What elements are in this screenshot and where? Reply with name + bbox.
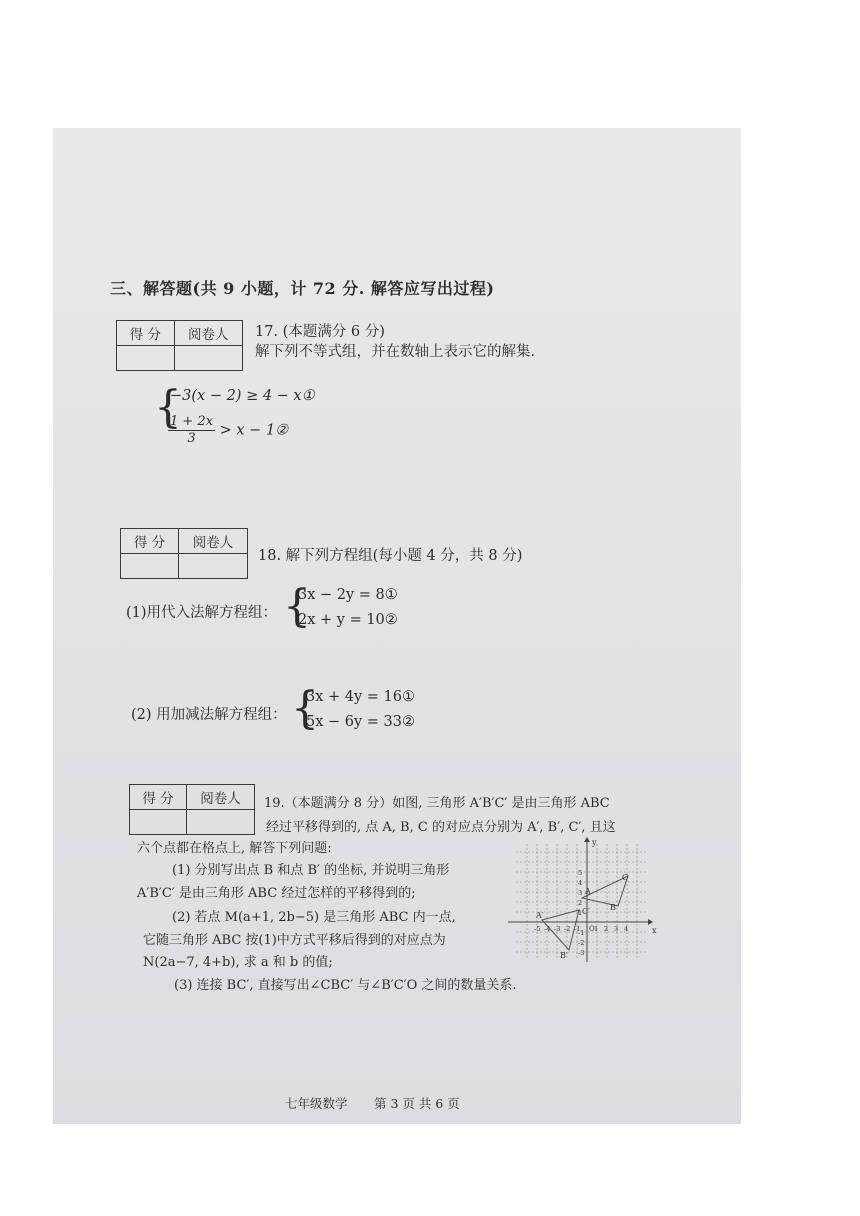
x-tick-label: -2 <box>564 925 571 933</box>
grader-cell <box>178 554 247 579</box>
q19-sub2c: N(2a−7, 4+b), 求 a 和 b 的值; <box>143 955 333 970</box>
q17-brace: { <box>154 382 182 433</box>
x-tick-label: 1 <box>594 925 599 933</box>
point-b-label: B <box>610 903 616 912</box>
point-a-label: A <box>585 887 591 896</box>
score-cell <box>130 810 187 835</box>
q18-part2-label: (2) 用加减法解方程组： <box>131 707 287 723</box>
y-axis-arrow <box>584 837 590 842</box>
coordinate-grid-figure <box>506 836 656 966</box>
grader-cell <box>174 346 242 371</box>
point-a1-label: A′ <box>536 911 544 920</box>
q19-sub3: (3) 连接 BC′, 直接写出∠CBC′ 与∠B′C′O 之间的数量关系. <box>174 978 517 993</box>
score-cell <box>121 554 179 579</box>
x-axis-label: x <box>652 926 657 935</box>
q17-ineq2-rest: > x − 1② <box>219 422 289 439</box>
y-tick-label: -1 <box>578 929 585 937</box>
x-tick-label: 4 <box>624 925 629 933</box>
q19-line3: 六个点都在格点上, 解答下列问题: <box>137 841 332 856</box>
x-tick-label: -4 <box>544 925 551 933</box>
y-tick-label: 1 <box>578 909 583 917</box>
q19-sub1a: (1) 分别写出点 B 和点 B′ 的坐标, 并说明三角形 <box>172 863 450 878</box>
footer-page-number: 第 3 页 共 6 页 <box>374 1096 460 1111</box>
q17-header: 17. (本题满分 6 分) <box>255 324 385 340</box>
q19-line2: 经过平移得到的, 点 A, B, C 的对应点分别为 A′, B′, C′, 且这 <box>266 820 616 835</box>
q19-sub2a: (2) 若点 M(a+1, 2b−5) 是三角形 ABC 内一点, <box>172 910 456 925</box>
x-tick-label: 2 <box>604 925 609 933</box>
y-tick-label: 4 <box>578 879 583 887</box>
x-tick-label: 3 <box>614 925 619 933</box>
y-tick-label: 3 <box>578 889 583 897</box>
score-label: 得 分 <box>130 785 187 810</box>
q17-text: 解下列不等式组，并在数轴上表示它的解集. <box>255 344 536 360</box>
origin-label: O <box>589 925 595 933</box>
score-table-q18 <box>120 528 248 579</box>
section-title: 三、解答题(共 9 小题，计 72 分. 解答应写出过程) <box>110 279 495 298</box>
fraction-numerator: 1 + 2x <box>170 414 214 429</box>
q19-sub1b: A′B′C′ 是由三角形 ABC 经过怎样的平移得到的; <box>137 886 416 901</box>
q19-sub2b: 它随三角形 ABC 按(1)中方式平移后得到的对应点为 <box>143 933 446 948</box>
score-cell <box>117 346 175 371</box>
q18-part1-eq2: 2x + y = 10② <box>298 612 398 628</box>
q17-fraction <box>168 414 215 447</box>
x-tick-label: -1 <box>574 925 581 933</box>
q17-ineq2 <box>168 414 288 447</box>
q18-part2-eq2: 5x − 6y = 33② <box>306 714 416 730</box>
point-c-label: C <box>622 873 629 882</box>
q18-part2-brace: { <box>291 683 319 734</box>
point-b1-label: B′ <box>560 951 568 960</box>
score-table-q19 <box>129 784 255 835</box>
grader-cell <box>187 810 255 835</box>
q18-part2-eq1: 3x + 4y = 16① <box>306 689 416 705</box>
grader-label: 阅卷人 <box>174 321 242 346</box>
q18-part1-brace: { <box>283 581 311 632</box>
y-tick-label: 2 <box>578 899 583 907</box>
x-tick-label: -5 <box>534 925 541 933</box>
footer-subject: 七年级数学 <box>285 1096 348 1111</box>
q19-line1: 19.（本题满分 8 分）如图, 三角形 A′B′C′ 是由三角形 ABC <box>264 796 610 811</box>
q18-part1-eq1: 3x − 2y = 8① <box>298 587 398 603</box>
y-axis-label: y <box>592 838 597 847</box>
point-c1-label: C′ <box>582 907 590 916</box>
score-table-q17 <box>116 320 243 371</box>
grader-label: 阅卷人 <box>178 529 247 554</box>
score-label: 得 分 <box>121 529 179 554</box>
fraction-denominator: 3 <box>187 431 196 446</box>
x-tick-label: -3 <box>554 925 561 933</box>
q18-part1-label: (1)用代入法解方程组： <box>126 605 278 621</box>
q17-ineq1: −3(x − 2) ≥ 4 − x① <box>170 388 315 404</box>
y-tick-label: 5 <box>578 869 583 877</box>
q18-header: 18. 解下列方程组(每小题 4 分，共 8 分) <box>258 548 523 564</box>
y-tick-label: -2 <box>578 939 585 947</box>
score-label: 得 分 <box>117 321 175 346</box>
grader-label: 阅卷人 <box>187 785 255 810</box>
x-axis-arrow <box>648 919 653 925</box>
y-tick-label: -3 <box>578 949 585 957</box>
